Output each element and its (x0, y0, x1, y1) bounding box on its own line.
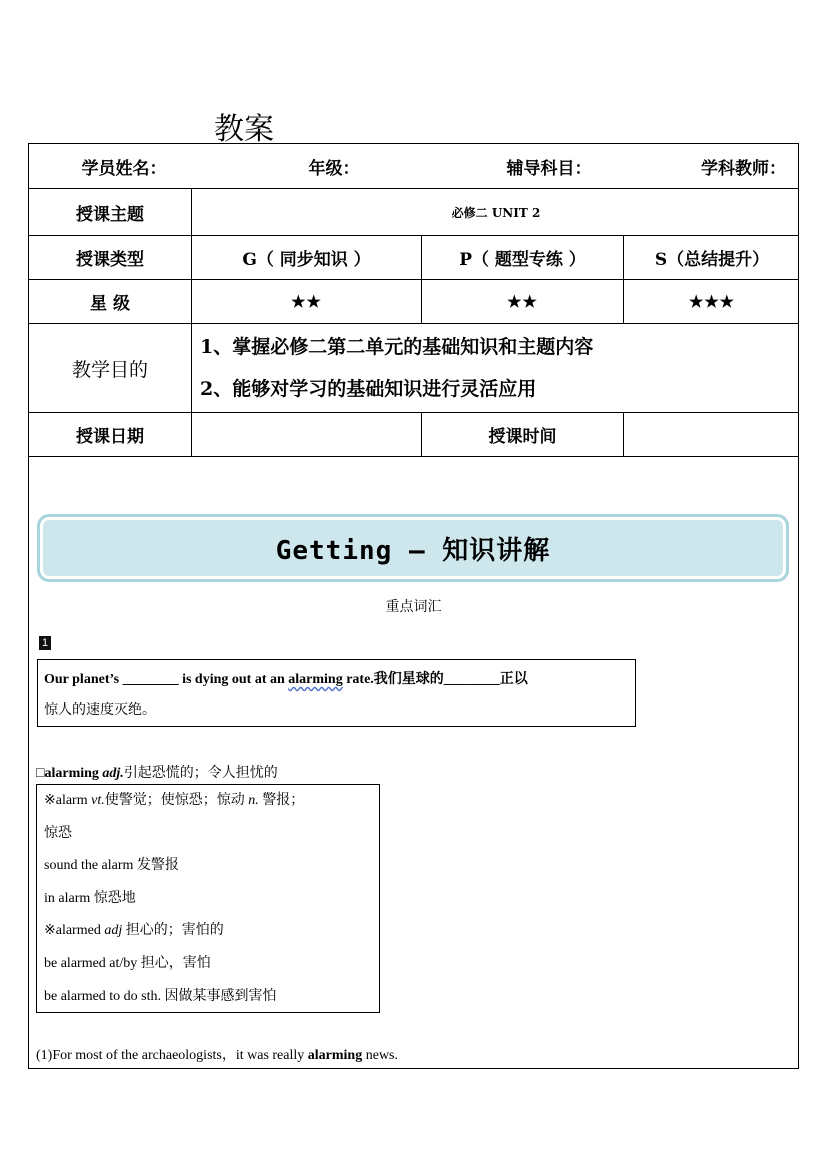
section-banner: Getting — 知识讲解 (37, 514, 789, 582)
type-label: 授课类型 (76, 250, 144, 270)
lesson-plan-table (28, 143, 799, 1069)
fill-in-sentence-box (37, 659, 636, 727)
sentence-keyword: alarming (288, 672, 343, 687)
example-sentence (36, 1044, 398, 1064)
date-label: 授课日期 (76, 427, 144, 447)
time-value (623, 413, 800, 456)
level-row (29, 280, 798, 324)
goal-item-1: 1、掌握必修二第二单元的基础知识和主题内容 (200, 336, 594, 358)
note-adj: adj (104, 923, 123, 939)
subject-label: 辅导科目： (506, 158, 592, 179)
note-alarmed-meaning: 担心的；害怕的 (122, 923, 224, 939)
checkbox-bullet-icon: □ (36, 766, 45, 781)
sentence-part-a: Our planet’s ________ is dying out at an (44, 672, 289, 687)
example-keyword: alarming (307, 1048, 363, 1063)
note-line-7: be alarmed to do sth. 因做某事感到害怕 (44, 988, 277, 1004)
sentence-part-b: rate.我们星球的________正以 (342, 672, 528, 687)
teacher-label: 学科教师： (701, 158, 786, 179)
note-line-2: 惊恐 (44, 825, 72, 841)
level-p-stars: ★★ (421, 280, 623, 323)
note-alarm-verb-meaning: 使警觉；使惊恐；惊动 (104, 793, 249, 808)
goal-row (29, 324, 798, 413)
item-number-marker: 1 (39, 636, 51, 650)
example-part-a: (1)For most of the archaeologists，it was really (36, 1048, 308, 1063)
note-alarmed: ※alarmed (44, 923, 105, 939)
note-n: n. (248, 793, 259, 808)
note-vt: vt. (91, 793, 105, 808)
word-pos: adj. (102, 766, 124, 781)
word-headword: alarming (44, 766, 99, 781)
example-part-b: news. (362, 1048, 399, 1063)
header-row (29, 144, 798, 189)
vocab-heading: 重点词汇 (385, 599, 442, 615)
word-notes-box (36, 784, 380, 1013)
note-line-3: sound the alarm 发警报 (44, 858, 179, 874)
note-line-1 (44, 787, 372, 820)
goal-label: 教学目的 (71, 358, 148, 381)
note-line-5 (44, 917, 372, 950)
level-s-stars: ★★★ (623, 280, 800, 323)
topic-value: 必修二 UNIT 2 (191, 189, 800, 235)
note-line-4: in alarm 惊恐地 (44, 890, 136, 906)
topic-label: 授课主题 (76, 204, 144, 225)
grade-label: 年级： (308, 158, 360, 179)
time-label: 授课时间 (421, 413, 623, 456)
type-row (29, 236, 798, 280)
note-alarm: ※alarm (44, 793, 92, 808)
level-g-stars: ★★ (191, 280, 421, 323)
student-name-label: 学员姓名： (81, 158, 167, 179)
type-g: G（ 同步知识 ） (191, 236, 421, 279)
document-title: 教案 (214, 112, 274, 147)
note-alarm-noun-meaning: 警报； (258, 793, 305, 808)
word-entry (36, 762, 278, 782)
sentence-line-1 (44, 664, 629, 695)
goal-item-2: 2、能够对学习的基础知识进行灵活应用 (200, 378, 537, 400)
date-row (29, 413, 798, 457)
sentence-line-2: 惊人的速度灭绝。 (44, 703, 156, 718)
type-s: S（总结提升） (623, 236, 800, 279)
note-line-6: be alarmed at/by 担心，害怕 (44, 955, 211, 971)
level-label: 星 级 (90, 294, 130, 314)
goal-list (191, 324, 800, 412)
word-meaning: 引起恐慌的；令人担忧的 (123, 766, 278, 781)
date-value (191, 413, 421, 456)
topic-row (29, 189, 798, 236)
type-p: P（ 题型专练 ） (421, 236, 623, 279)
